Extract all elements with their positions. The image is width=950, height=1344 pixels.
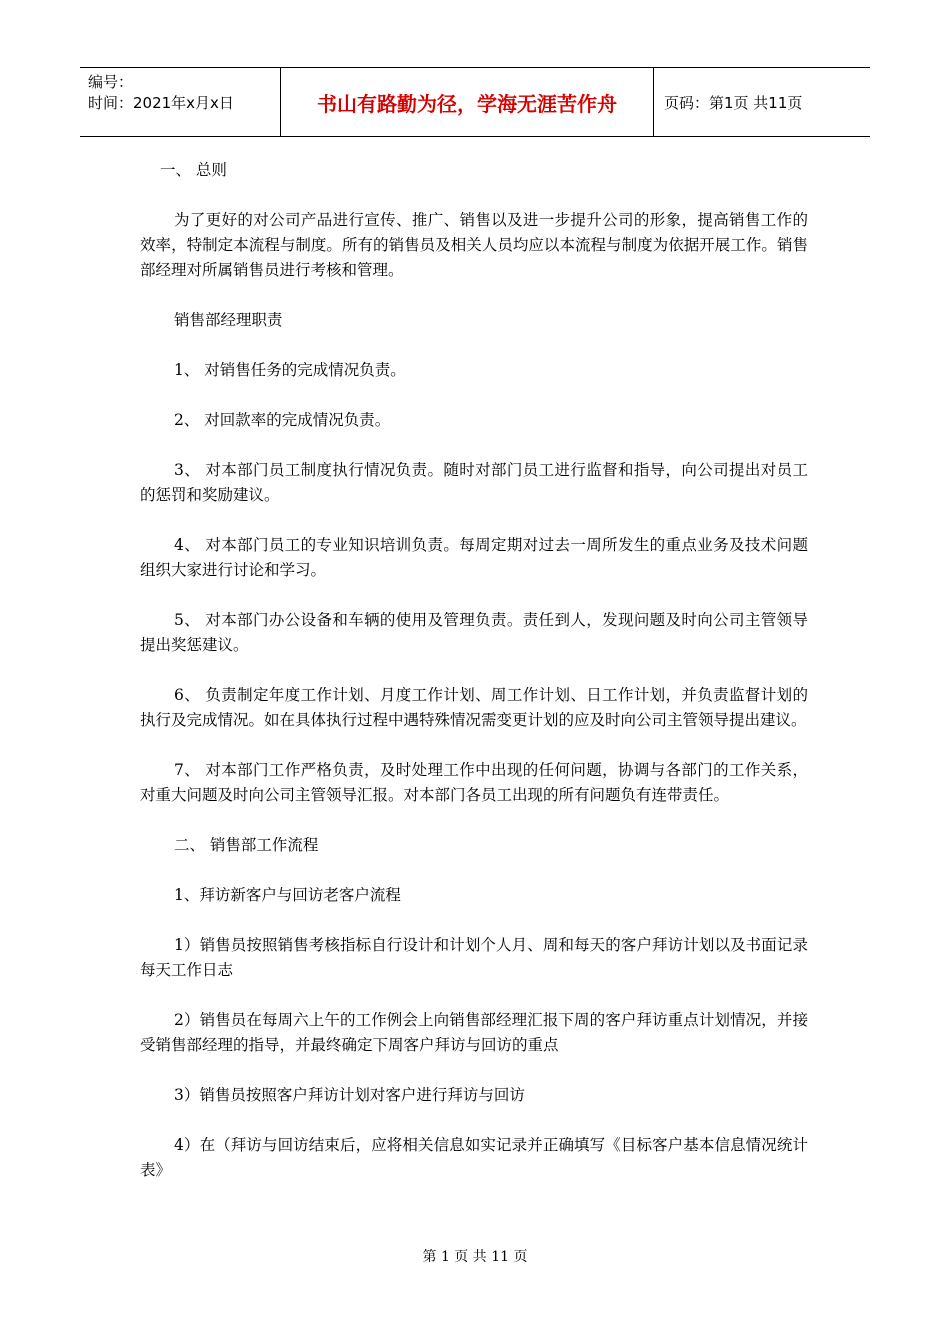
header-meta <box>80 68 281 136</box>
paragraph: 1、拜访新客户与回访老客户流程 <box>174 886 401 904</box>
paragraph: 为了更好的对公司产品进行宣传、推广、销售以及进一步提升公司的形象，提高销售工作的效率，特制定本流程与制度。所有的销售员及相关人员均应以本流程与制度为依据开展工作。销售部经理对所属销售员进行考核和管理。 <box>140 211 808 279</box>
paragraph: 销售部经理职责 <box>174 311 283 329</box>
paragraph: 3）销售员按照客户拜访计划对客户进行拜访与回访 <box>174 1086 525 1104</box>
paragraph: 4、 对本部门员工的专业知识培训负责。每周定期对过去一周所发生的重点业务及技术问题组织大家进行讨论和学习。 <box>140 536 808 579</box>
paragraph: 4）在（拜访与回访结束后，应将相关信息如实记录并正确填写《目标客户基本信息情况统计表》 <box>140 1136 808 1179</box>
paragraph: 7、 对本部门工作严格负责，及时处理工作中出现的任何问题，协调与各部门的工作关系，对重大问题及时向公司主管领导汇报。对本部门各员工出现的所有问题负有连带责任。 <box>140 761 808 804</box>
paragraph: 1、 对销售任务的完成情况负责。 <box>174 361 406 379</box>
paragraph: 6、 负责制定年度工作计划、月度工作计划、周工作计划、日工作计划，并负责监督计划的执行及完成情况。如在具体执行过程中遇特殊情况需变更计划的应及时向公司主管领导提出建议。 <box>140 686 808 729</box>
page-footer: 第 1 页 共 11 页 <box>422 1249 528 1265</box>
document-body <box>140 158 808 1208</box>
doc-number-label: 编号： <box>88 73 134 91</box>
paragraph: 3、 对本部门员工制度执行情况负责。随时对部门员工进行监督和指导，向公司提出对员工的惩罚和奖励建议。 <box>140 461 808 504</box>
header-page-info: 页码：第1页 共11页 <box>664 93 803 112</box>
doc-time-label: 时间：2021年x月x日 <box>88 94 234 112</box>
paragraph: 1）销售员按照销售考核指标自行设计和计划个人月、周和每天的客户拜访计划以及书面记录每天工作日志 <box>140 936 808 979</box>
paragraph: 2）销售员在每周六上午的工作例会上向销售部经理汇报下周的客户拜访重点计划情况，并接受销售部经理的指导，并最终确定下周客户拜访与回访的重点 <box>140 1011 808 1054</box>
section-heading-workflow: 二、 销售部工作流程 <box>174 836 319 854</box>
paragraph: 5、 对本部门办公设备和车辆的使用及管理负责。责任到人，发现问题及时向公司主管领导提出奖惩建议。 <box>140 611 808 654</box>
page-header <box>80 67 870 137</box>
section-heading-general: 一、 总则 <box>160 161 227 179</box>
paragraph: 2、 对回款率的完成情况负责。 <box>174 411 391 429</box>
header-motto: 书山有路勤为径，学海无涯苦作舟 <box>281 68 654 136</box>
